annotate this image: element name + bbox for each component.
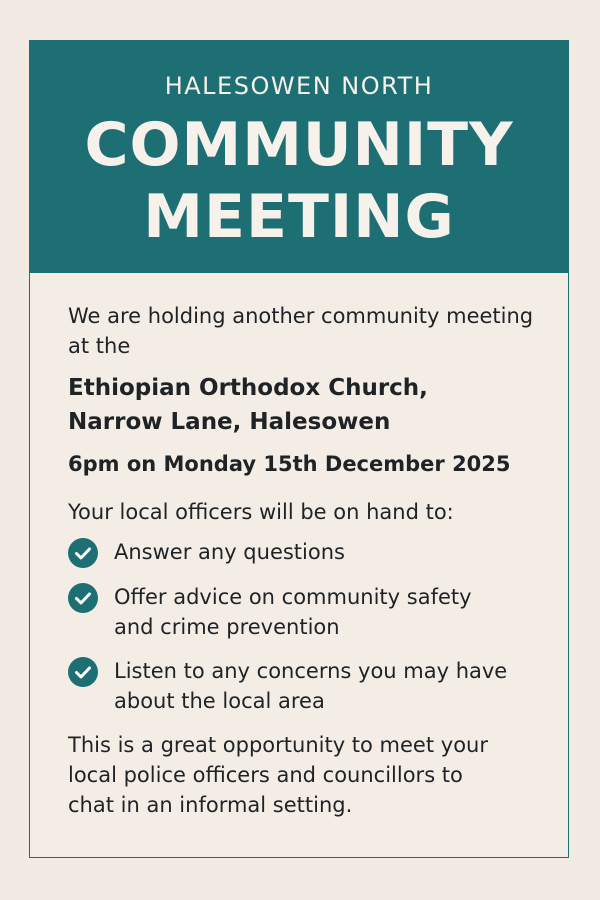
list-item-text: [114, 656, 507, 716]
list-item-line: Answer any questions: [114, 540, 345, 564]
closing-line: This is a great opportunity to meet your: [68, 733, 488, 757]
venue-line: Ethiopian Orthodox Church,: [68, 375, 428, 401]
venue: [68, 371, 542, 439]
area-name: HALESOWEN NORTH: [164, 72, 434, 100]
venue-line: Narrow Lane, Halesowen: [68, 409, 391, 435]
check-circle-icon: [68, 583, 98, 613]
intro-text: We are holding another community meeting at the: [68, 304, 534, 358]
closing-line: chat in an informal setting.: [68, 793, 353, 817]
list-item-line: and crime prevention: [114, 615, 340, 639]
list-item: [68, 582, 542, 642]
check-circle-icon: [68, 538, 98, 568]
list-item-text: [114, 537, 345, 567]
list-item-text: [114, 582, 472, 642]
closing-line: local police officers and councillors to: [68, 763, 463, 787]
check-circle-icon: [68, 657, 98, 687]
meeting-datetime: 6pm on Monday 15th December 2025: [68, 452, 511, 476]
title-line: MEETING: [143, 182, 455, 252]
list-item-line: Offer advice on community safety: [114, 585, 472, 609]
checklist: [68, 537, 542, 716]
closing-text: [68, 730, 542, 820]
list-item-line: Listen to any concerns you may have: [114, 659, 508, 683]
poster-body: [30, 273, 568, 820]
poster-header: [30, 41, 568, 273]
list-item-line: about the local area: [114, 689, 325, 713]
poster: [29, 40, 569, 858]
title-line: COMMUNITY: [84, 110, 514, 180]
poster-title: [30, 109, 568, 253]
list-item: [68, 537, 542, 568]
list-item: [68, 656, 542, 716]
officers-intro: Your local officers will be on hand to:: [68, 500, 454, 524]
